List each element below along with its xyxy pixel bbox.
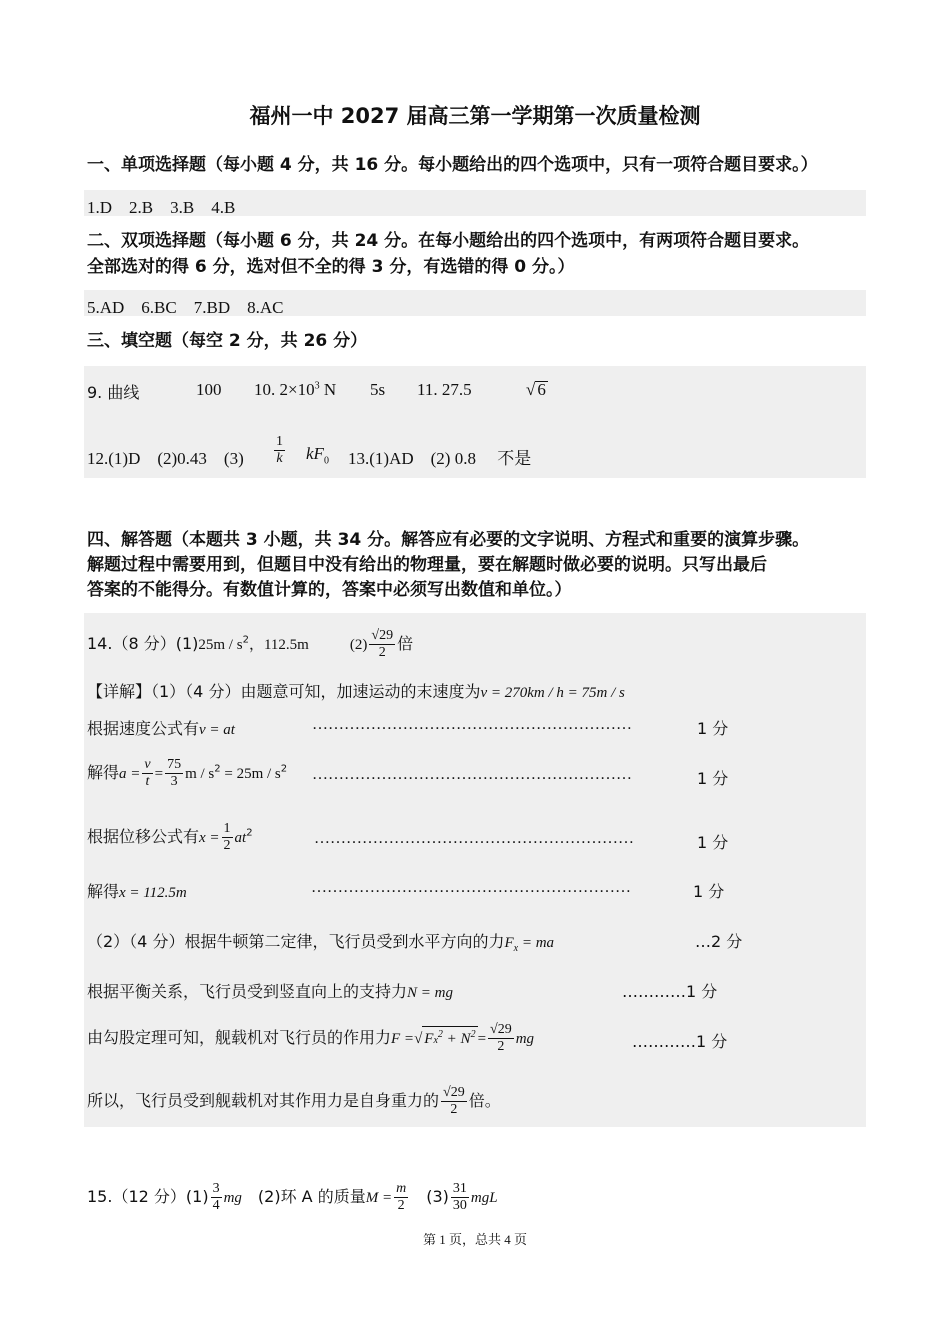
page-footer: 第 1 页，总共 4 页 [422, 1232, 527, 1247]
q14-step4-score: 1 分 [693, 882, 725, 901]
q14-step1-score: 1 分 [697, 719, 729, 738]
section3-answer-box [84, 366, 866, 478]
section2-answer-box [84, 290, 866, 316]
section1-answer-box [84, 190, 866, 216]
q14-step1: 根据速度公式有v = at [87, 719, 235, 738]
q12-fraction: $\frac{1}{k}$ [276, 434, 283, 466]
section2-heading-line2: 全部选对的得 6 分，选对但不全的得 3 分，有选错的得 0 分。） [87, 257, 575, 277]
q14-step3: 根据位移公式有x = $\frac{1}{2}$ $at^2$ [87, 821, 253, 853]
q10-answer-b: 5s [370, 380, 386, 399]
section1-answers: 1.D 2.B 3.B 4.B [87, 198, 236, 217]
q14-step4: 解得x = 112.5m [87, 882, 187, 901]
q13-answer: 13.(1)AD (2) 0.8 不是 [348, 449, 532, 468]
q9-answer: 9. 曲线 [87, 383, 140, 402]
section3-heading: 三、填空题（每空 2 分，共 26 分） [87, 331, 368, 351]
section2-heading-line1: 二、双项选择题（每小题 6 分，共 24 分。在每小题给出的四个选项中，有两项符合题目要求。 [87, 231, 810, 251]
section2-answers: 5.AD 6.BC 7.BD 8.AC [87, 298, 284, 317]
q14-balance-score: …………1 分 [622, 982, 718, 1001]
q14-step2: 解得a = $\frac{v}{t}$ = $\frac{75}{3}$ $m / s^2 = 25m / s^2$ [87, 757, 288, 789]
q9-answer-b: 100 [196, 380, 222, 399]
q14-conclusion: 所以，飞行员受到舰载机对其作用力是自身重力的 $\frac{√29}{2}$ 倍。 [87, 1085, 501, 1117]
section4-heading-line1: 四、解答题（本题共 3 小题，共 34 分。解答应有必要的文字说明、方程式和重要的演算步骤。 [87, 530, 810, 550]
q12-answer: 12.(1)D (2)0.43 (3) [87, 449, 244, 468]
q14-header: 14.（8 分）$(1)25m / s^2$，112.5m (2) $\frac{√29}{2}$ 倍 [87, 628, 414, 660]
q12-answer-b: $kF_0$ [306, 444, 329, 467]
q14-balance: 根据平衡关系，飞行员受到竖直向上的支持力N = mg [87, 982, 453, 1001]
q14-step3-score: 1 分 [697, 833, 729, 852]
q11-answer-b: √ 6 [526, 380, 546, 399]
q14-pythagoras: 由勾股定理可知，舰载机对飞行员的作用力F =√ $Fx^2 + N^2$ = $\frac{√29}{2}$ mg [87, 1022, 535, 1054]
section4-heading-line3: 答案的不能得分。有数值计算的，答案中必须写出数值和单位。） [87, 580, 572, 600]
q14-ans2-fraction: $\frac{√29}{2}$ [371, 628, 394, 660]
section4-heading-line2: 解题过程中需要用到，但题目中没有给出的物理量，要在解题时做必要的说明。只写出最后 [87, 555, 767, 575]
q14-part2-score: …2 分 [695, 932, 743, 951]
q14-part2: （2）（4 分）根据牛顿第二定律，飞行员受到水平方向的力$F_x$ = ma [87, 932, 555, 955]
section1-heading: 一、单项选择题（每小题 4 分，共 16 分。每小题给出的四个选项中，只有一项符合题目要求。） [87, 155, 818, 175]
q11-answer: 11. 27.5 [417, 380, 472, 399]
q14-pythagoras-score: …………1 分 [632, 1032, 728, 1051]
sqrt-icon: √ [526, 380, 536, 399]
q14-detail: 【详解】（1）（4 分）由题意可知，加速运动的末速度为v = 270km / h = 75m / s [87, 682, 625, 701]
q10-answer: 10. $2\times 10^3$ N [254, 380, 337, 399]
q14-step2-score: 1 分 [697, 769, 729, 788]
page-title: 福州一中 2027 届高三第一学期第一次质量检测 [249, 104, 701, 128]
q15-header: 15.（12 分）(1) $\frac{3}{4}$ mg (2)环 A 的质量M = $\frac{m}{2}$ (3) $\frac{31}{30}$ mgL [87, 1181, 498, 1213]
